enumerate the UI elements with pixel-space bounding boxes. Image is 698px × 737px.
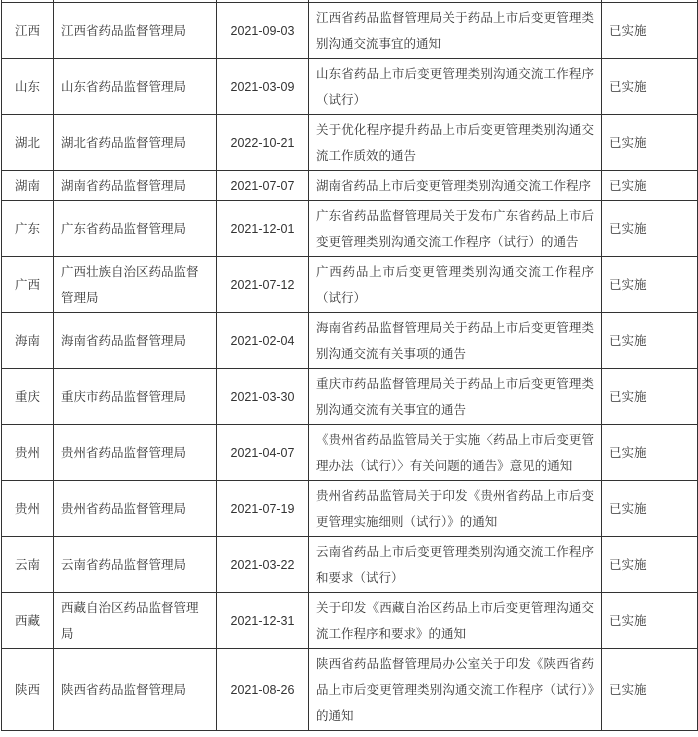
title-cell: 海南省药品监督管理局关于药品上市后变更管理类别沟通交流有关事项的通告 xyxy=(309,313,602,369)
date-cell: 2021-12-01 xyxy=(217,201,309,257)
agency-cell: 贵州省药品监督管理局 xyxy=(54,425,217,481)
date-cell: 2021-08-26 xyxy=(217,649,309,731)
province-cell: 海南 xyxy=(2,313,54,369)
province-cell: 西藏 xyxy=(2,593,54,649)
agency-cell: 陕西省药品监督管理局 xyxy=(54,649,217,731)
status-cell: 已实施 xyxy=(602,537,698,593)
table-row xyxy=(2,201,698,257)
status-cell: 已实施 xyxy=(602,201,698,257)
title-cell: 关于印发《西藏自治区药品上市后变更管理沟通交流工作程序和要求》的通知 xyxy=(309,593,602,649)
table-row xyxy=(2,257,698,313)
province-cell: 陕西 xyxy=(2,649,54,731)
agency-cell: 江西省药品监督管理局 xyxy=(54,3,217,59)
province-cell: 山东 xyxy=(2,59,54,115)
table-row xyxy=(2,313,698,369)
status-cell: 已实施 xyxy=(602,257,698,313)
title-cell: 江西省药品监督管理局关于药品上市后变更管理类别沟通交流事宜的通知 xyxy=(309,3,602,59)
title-cell: 广东省药品监督管理局关于发布广东省药品上市后变更管理类别沟通交流工作程序（试行）的通告 xyxy=(309,201,602,257)
agency-cell: 湖南省药品监督管理局 xyxy=(54,171,217,201)
agency-cell: 海南省药品监督管理局 xyxy=(54,313,217,369)
province-cell: 云南 xyxy=(2,537,54,593)
title-cell: 湖南省药品上市后变更管理类别沟通交流工作程序 xyxy=(309,171,602,201)
agency-cell: 广东省药品监督管理局 xyxy=(54,201,217,257)
province-cell: 贵州 xyxy=(2,425,54,481)
table-row xyxy=(2,171,698,201)
date-cell: 2021-09-03 xyxy=(217,3,309,59)
province-cell: 湖北 xyxy=(2,115,54,171)
province-cell: 湖南 xyxy=(2,171,54,201)
agency-cell: 重庆市药品监督管理局 xyxy=(54,369,217,425)
title-cell: 贵州省药品监管局关于印发《贵州省药品上市后变更管理实施细则（试行）》的通知 xyxy=(309,481,602,537)
status-cell: 已实施 xyxy=(602,649,698,731)
table-row xyxy=(2,481,698,537)
table-row xyxy=(2,649,698,731)
agency-cell: 湖北省药品监督管理局 xyxy=(54,115,217,171)
date-cell: 2021-07-07 xyxy=(217,171,309,201)
province-cell: 重庆 xyxy=(2,369,54,425)
date-cell: 2021-07-19 xyxy=(217,481,309,537)
date-cell: 2021-03-09 xyxy=(217,59,309,115)
status-cell: 已实施 xyxy=(602,425,698,481)
table-row xyxy=(2,425,698,481)
date-cell: 2022-10-21 xyxy=(217,115,309,171)
status-cell: 已实施 xyxy=(602,369,698,425)
table-row xyxy=(2,3,698,59)
agency-cell: 广西壮族自治区药品监督管理局 xyxy=(54,257,217,313)
title-cell: 关于优化程序提升药品上市后变更管理类别沟通交流工作质效的通告 xyxy=(309,115,602,171)
table-row xyxy=(2,537,698,593)
title-cell: 山东省药品上市后变更管理类别沟通交流工作程序（试行） xyxy=(309,59,602,115)
province-cell: 广西 xyxy=(2,257,54,313)
table-body xyxy=(2,0,698,731)
province-cell: 贵州 xyxy=(2,481,54,537)
status-cell: 已实施 xyxy=(602,59,698,115)
regulation-table xyxy=(1,0,698,731)
province-cell: 广东 xyxy=(2,201,54,257)
table-row xyxy=(2,115,698,171)
agency-cell: 山东省药品监督管理局 xyxy=(54,59,217,115)
table-row xyxy=(2,593,698,649)
title-cell: 重庆市药品监督管理局关于药品上市后变更管理类别沟通交流有关事宜的通告 xyxy=(309,369,602,425)
agency-cell: 西藏自治区药品监督管理局 xyxy=(54,593,217,649)
date-cell: 2021-02-04 xyxy=(217,313,309,369)
date-cell: 2021-12-31 xyxy=(217,593,309,649)
date-cell: 2021-03-22 xyxy=(217,537,309,593)
status-cell: 已实施 xyxy=(602,115,698,171)
status-cell: 已实施 xyxy=(602,593,698,649)
agency-cell: 云南省药品监督管理局 xyxy=(54,537,217,593)
agency-cell: 贵州省药品监督管理局 xyxy=(54,481,217,537)
status-cell: 已实施 xyxy=(602,171,698,201)
title-cell: 《贵州省药品监管局关于实施〈药品上市后变更管理办法（试行）〉有关问题的通告》意见的通知 xyxy=(309,425,602,481)
status-cell: 已实施 xyxy=(602,481,698,537)
title-cell: 云南省药品上市后变更管理类别沟通交流工作程序和要求（试行） xyxy=(309,537,602,593)
status-cell: 已实施 xyxy=(602,313,698,369)
date-cell: 2021-03-30 xyxy=(217,369,309,425)
title-cell: 陕西省药品监督管理局办公室关于印发《陕西省药品上市后变更管理类别沟通交流工作程序（试行）》的通知 xyxy=(309,649,602,731)
table-row xyxy=(2,59,698,115)
table-row xyxy=(2,369,698,425)
province-cell: 江西 xyxy=(2,3,54,59)
status-cell: 已实施 xyxy=(602,3,698,59)
date-cell: 2021-07-12 xyxy=(217,257,309,313)
title-cell: 广西药品上市后变更管理类别沟通交流工作程序（试行） xyxy=(309,257,602,313)
date-cell: 2021-04-07 xyxy=(217,425,309,481)
